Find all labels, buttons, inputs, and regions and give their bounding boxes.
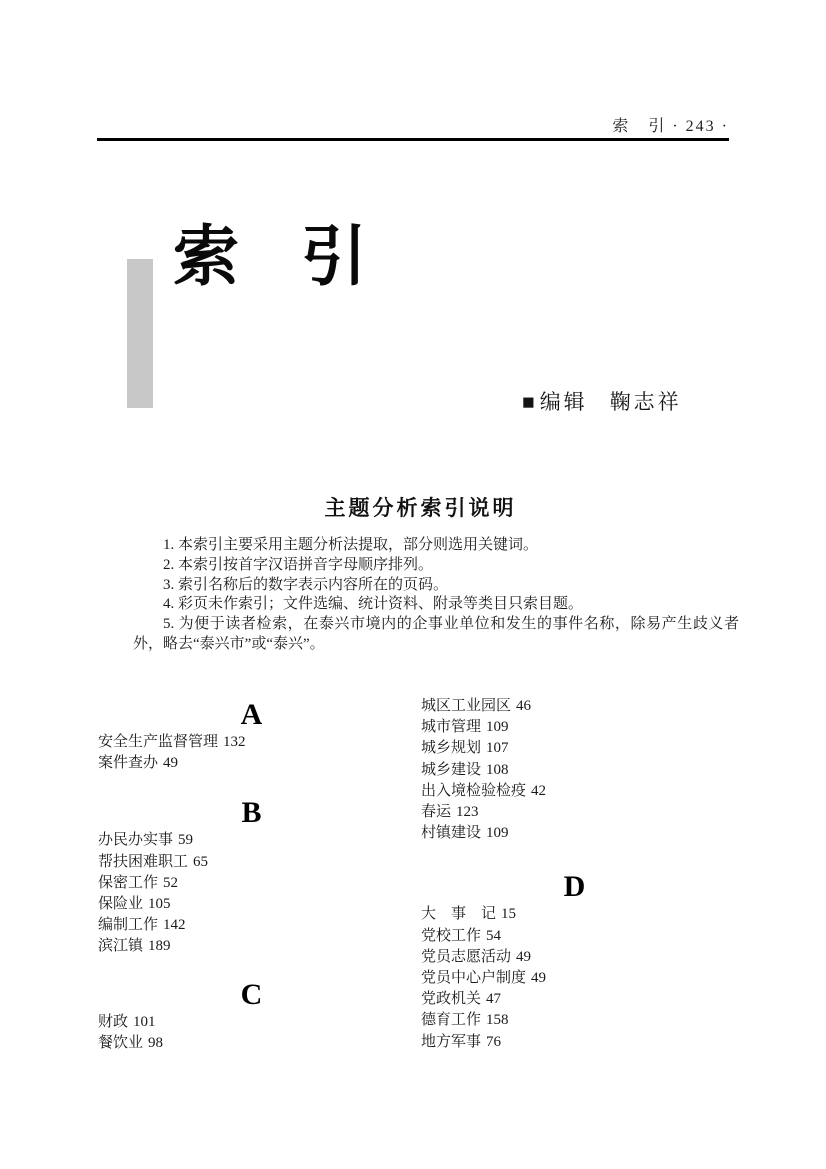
entry-term: 德育工作	[421, 1012, 482, 1029]
entry-term: 财政	[98, 1013, 129, 1030]
entry-term: 城乡规划	[421, 740, 482, 757]
entry-page: 76	[486, 1033, 502, 1050]
instruction-item: 5. 为便于读者检索，在泰兴市境内的企事业单位和发生的事件名称，除易产生歧义者外，略去“泰兴市”或“泰兴”。	[133, 616, 739, 652]
instructions-heading: 主题分析索引说明	[324, 497, 517, 520]
letter-heading-c: C	[240, 977, 263, 1011]
page-title	[173, 222, 367, 294]
index-entry	[421, 802, 728, 823]
entry-page: 59	[178, 832, 194, 849]
editor-credit	[522, 386, 682, 416]
entry-page: 189	[148, 938, 171, 955]
index-entry	[98, 1012, 405, 1033]
index-entry	[98, 830, 405, 851]
entry-term: 城市管理	[421, 719, 482, 736]
entry-term: 餐饮业	[98, 1034, 144, 1051]
index-entry	[421, 989, 728, 1010]
index-entry	[98, 732, 405, 753]
entry-page: 105	[148, 896, 171, 913]
entry-page: 49	[163, 755, 179, 772]
entry-term: 大 事 记	[421, 906, 497, 923]
entry-term: 编制工作	[98, 917, 159, 934]
entry-term: 保密工作	[98, 874, 159, 891]
entry-term: 滨江镇	[98, 938, 144, 955]
entry-page: 158	[486, 1012, 509, 1029]
entry-page: 65	[193, 853, 209, 870]
index-entry	[421, 823, 728, 844]
running-head: 索 引 · 243 ·	[612, 118, 729, 135]
letter-c-entries	[98, 1012, 405, 1054]
index-entry	[421, 781, 728, 802]
entry-page: 52	[163, 874, 179, 891]
letter-heading-b: B	[241, 796, 262, 830]
page-title-char-1: 索	[173, 221, 239, 294]
letter-heading-d: D	[563, 870, 586, 904]
entry-term: 村镇建设	[421, 825, 482, 842]
entry-page: 42	[531, 782, 547, 799]
entry-term: 地方军事	[421, 1033, 482, 1050]
entry-term: 城乡建设	[421, 761, 482, 778]
entry-page: 49	[516, 948, 532, 965]
page-title-char-2: 引	[301, 221, 367, 294]
entry-page: 108	[486, 761, 509, 778]
index-entry	[421, 1032, 728, 1053]
index-entry	[421, 947, 728, 968]
index-entry	[421, 717, 728, 738]
entry-term: 安全生产监督管理	[98, 734, 219, 750]
letter-b-entries	[98, 830, 405, 957]
entry-term: 出入境检验检疫	[421, 782, 527, 799]
index-entry	[421, 1010, 728, 1031]
entry-page: 142	[163, 917, 186, 934]
entry-page: 15	[501, 906, 517, 923]
instruction-item: 3. 索引名称后的数字表示内容所在的页码。	[163, 576, 449, 593]
title-accent-bar	[127, 259, 153, 408]
entry-page: 101	[133, 1013, 156, 1030]
entry-term: 春运	[421, 804, 452, 821]
entry-page: 109	[486, 825, 509, 842]
index-entry	[98, 1033, 405, 1054]
index-entry	[98, 936, 405, 957]
index-entry	[98, 873, 405, 894]
index-entry	[98, 852, 405, 873]
black-square-icon: ■	[522, 390, 538, 414]
header-rule	[97, 138, 729, 141]
entry-term: 保险业	[98, 896, 144, 913]
entry-term: 帮扶困难职工	[98, 853, 189, 870]
entry-term: 办民办实事	[98, 832, 174, 849]
index-entry	[421, 696, 728, 717]
entry-term: 案件查办	[98, 755, 159, 772]
instruction-item: 2. 本索引按首字汉语拼音字母顺序排列。	[163, 556, 434, 573]
entry-term: 党校工作	[421, 927, 482, 944]
entry-page: 49	[531, 970, 547, 987]
letter-a-entries	[98, 732, 405, 774]
entry-term: 党政机关	[421, 991, 482, 1008]
index-entry	[98, 894, 405, 915]
entry-page: 47	[486, 991, 502, 1008]
index-entry	[421, 738, 728, 759]
instruction-item: 1. 本索引主要采用主题分析法提取，部分则选用关键词。	[163, 537, 539, 553]
index-entry	[421, 926, 728, 947]
index-entry	[98, 915, 405, 936]
editor-name: 鞠志祥	[609, 390, 682, 414]
editor-label: 编辑	[539, 390, 588, 414]
entry-term: 城区工业园区	[421, 698, 512, 714]
entry-page: 132	[223, 734, 246, 750]
entry-page: 54	[486, 927, 502, 944]
index-entry	[421, 760, 728, 781]
index-column-left	[98, 700, 405, 1054]
entry-term: 党员志愿活动	[421, 948, 512, 965]
entry-page: 46	[516, 698, 532, 714]
entry-page: 109	[486, 719, 509, 736]
entry-page: 98	[148, 1034, 164, 1051]
entry-page: 123	[456, 804, 479, 821]
entry-page: 107	[486, 740, 509, 757]
instructions-list	[133, 536, 739, 655]
letter-d-entries	[421, 904, 728, 1052]
entry-term: 党员中心户制度	[421, 970, 527, 987]
instruction-item: 4. 彩页未作索引；文件选编、统计资料、附录等类目只索目题。	[163, 596, 584, 613]
index-column-right	[421, 694, 728, 1053]
letter-heading-a: A	[240, 698, 263, 731]
letter-c-entries-continued	[421, 696, 728, 844]
index-entry	[98, 753, 405, 774]
index-entry	[421, 904, 728, 925]
index-entry	[421, 968, 728, 989]
